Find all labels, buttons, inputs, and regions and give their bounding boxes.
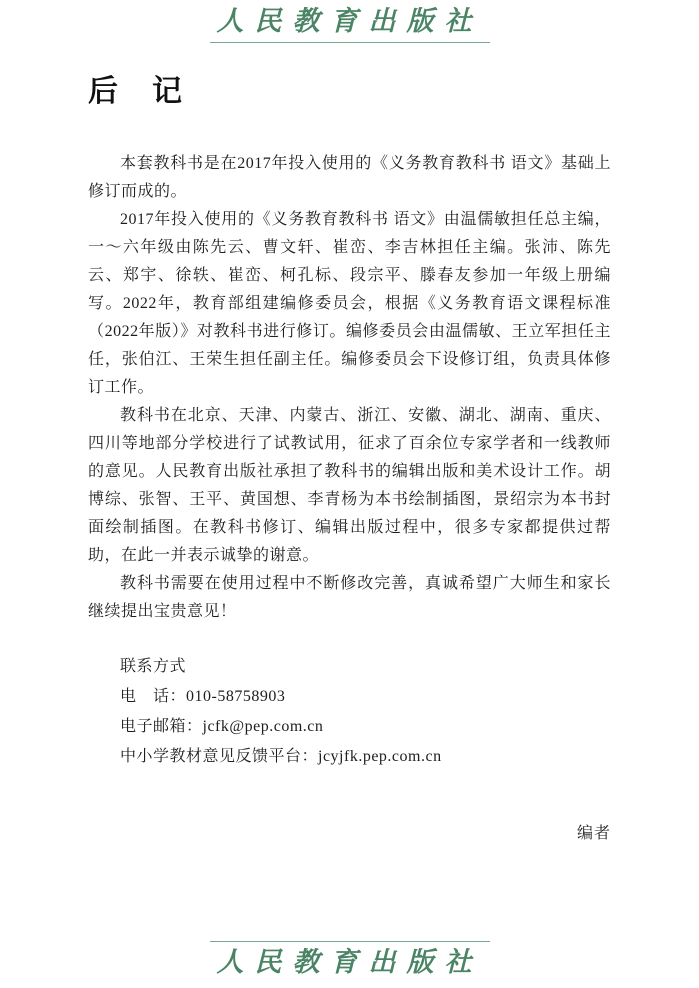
- publisher-logo-bottom: 人民教育出版社: [216, 947, 483, 977]
- body-paragraph-3: 教科书在北京、天津、内蒙古、浙江、安徽、湖北、湖南、重庆、四川等地部分学校进行了试教试用，征求了百余位专家学者和一线教师的意见。人民教育出版社承担了教科书的编辑出版和美术设计工作。胡博综、张智、王平、黄国想、李青杨为本书绘制插图，景绍宗为本书封面绘制插图。在教科书修订、编辑出版过程中，很多专家都提供过帮助，在此一并表示诚挚的谢意。: [88, 407, 611, 564]
- page-content: [88, 66, 611, 843]
- contact-email: 电子邮箱：jcfk@pep.com.cn: [120, 718, 324, 735]
- contact-phone: 电 话：010-58758903: [120, 688, 286, 705]
- body-paragraph-1: 本套教科书是在2017年投入使用的《义务教育教科书 语文》基础上修订而成的。: [88, 155, 611, 200]
- contact-heading: 联系方式: [120, 658, 187, 675]
- body-paragraph-2: 2017年投入使用的《义务教育教科书 语文》由温儒敏担任总主编，一～六年级由陈先云、曹文轩、崔峦、李吉林担任主编。张沛、陈先云、郑宇、徐轶、崔峦、柯孔标、段宗平、滕春友参加一年级上册编写。2022年，教育部组建编修委员会，根据《义务教育语文课程标准（2022年版）》对教科书进行修订。编修委员会由温儒敏、王立军担任主任，张伯江、王荣生担任副主任。编修委员会下设修订组，负责具体修订工作。: [88, 211, 611, 396]
- header-divider: [210, 42, 490, 43]
- contact-section: [88, 652, 611, 772]
- contact-feedback-platform: 中小学教材意见反馈平台：jcyjfk.pep.com.cn: [120, 748, 442, 765]
- publisher-logo-top: 人民教育出版社: [216, 6, 483, 36]
- author-signature: 编者: [576, 825, 611, 842]
- body-paragraph-4: 教科书需要在使用过程中不断修改完善，真诚希望广大师生和家长继续提出宝贵意见！: [88, 575, 611, 620]
- page-title: 后 记: [88, 75, 184, 108]
- footer-divider: [210, 941, 490, 942]
